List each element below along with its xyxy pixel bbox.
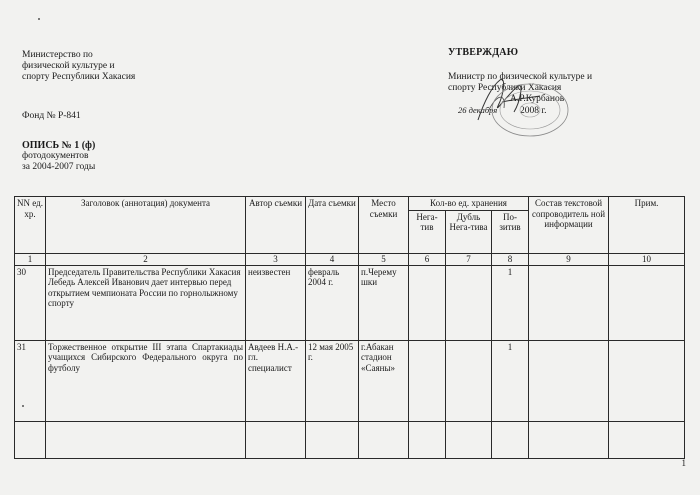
- cell-positive: 1: [492, 340, 529, 421]
- cell-duplicate: [446, 340, 492, 421]
- cell-composition: [529, 340, 609, 421]
- ministry-line: спорту Республики Хакасия: [22, 72, 136, 82]
- col-header-composition: Состав текстовой сопроводитель ной информации: [529, 197, 609, 254]
- cell-empty: [246, 421, 306, 458]
- col-header-nn: NN ед. хр.: [15, 197, 46, 254]
- cell-place: г.Абакан стадион «Саяны»: [359, 340, 409, 421]
- col-header-count-group: Кол-во ед. хранения: [409, 197, 529, 211]
- column-number: 2: [46, 253, 246, 265]
- table-header-row: [15, 197, 685, 211]
- cell-empty: [492, 421, 529, 458]
- column-number: 10: [609, 253, 685, 265]
- approval-year: 2008 г.: [519, 106, 547, 116]
- cell-place: п.Черему шки: [359, 265, 409, 340]
- cell-empty: [609, 421, 685, 458]
- column-number-row: [15, 253, 685, 265]
- column-number: 7: [446, 253, 492, 265]
- cell-empty: [409, 421, 446, 458]
- approval-signer: А.Р.Курбанов: [510, 94, 565, 104]
- column-number: 4: [306, 253, 359, 265]
- cell-empty: [359, 421, 409, 458]
- ministry-line: Министерство по: [22, 50, 93, 60]
- col-header-date: Дата съемки: [306, 197, 359, 254]
- approval-block: [448, 47, 592, 117]
- cell-empty: [46, 421, 246, 458]
- cell-date: февраль 2004 г.: [306, 265, 359, 340]
- col-header-duplicate: Дубль Нега-тива: [446, 210, 492, 253]
- cell-duplicate: [446, 265, 492, 340]
- inventory-period: за 2004-2007 годы: [22, 162, 96, 172]
- col-header-title: Заголовок (аннотация) документа: [46, 197, 246, 254]
- col-header-place: Место съемки: [359, 197, 409, 254]
- column-number: 1: [15, 253, 46, 265]
- cell-empty: [446, 421, 492, 458]
- approval-line: спорту Республики Хакасия: [448, 83, 562, 93]
- approval-line: Министр по физической культуре и: [448, 72, 593, 82]
- inventory-title: ОПИСЬ № 1 (ф): [22, 140, 96, 151]
- table-row-empty: [15, 421, 685, 458]
- col-header-note: Прим.: [609, 197, 685, 254]
- cell-nn: 31: [15, 340, 46, 421]
- cell-empty: [15, 421, 46, 458]
- fond-number: Фонд № Р-841: [22, 111, 81, 121]
- ministry-header: [22, 50, 135, 83]
- cell-title: Председатель Правительства Республики Хакасия Лебедь Алексей Иванович дает интервью перед открытием чемпионата России по горнолыжному спорту: [46, 265, 246, 340]
- column-number: 3: [246, 253, 306, 265]
- cell-date: 12 мая 2005 г.: [306, 340, 359, 421]
- approval-title: УТВЕРЖДАЮ: [448, 47, 519, 58]
- handwritten-date: 26 декабря: [458, 105, 498, 115]
- inventory-title-block: [22, 140, 95, 173]
- cell-positive: 1: [492, 265, 529, 340]
- column-number: 8: [492, 253, 529, 265]
- col-header-author: Автор съемки: [246, 197, 306, 254]
- table-row: [15, 340, 685, 421]
- cell-empty: [306, 421, 359, 458]
- cell-author: Авдеев Н.А.-гл. специалист: [246, 340, 306, 421]
- cell-note: [609, 265, 685, 340]
- scan-speck: [38, 18, 40, 20]
- ministry-line: физической культуре и: [22, 61, 115, 71]
- cell-note: [609, 340, 685, 421]
- column-number: 9: [529, 253, 609, 265]
- cell-composition: [529, 265, 609, 340]
- inventory-subtitle: фотодокументов: [22, 151, 89, 161]
- page-number: 1: [681, 458, 686, 468]
- cell-title: Торжественное открытие III этапа Спартакиады учащихся Сибирского Федерального округа по футболу: [46, 340, 246, 421]
- cell-author: неизвестен: [246, 265, 306, 340]
- inventory-table: [14, 196, 685, 459]
- col-header-negative: Нега-тив: [409, 210, 446, 253]
- cell-negative: [409, 340, 446, 421]
- scan-speck: [22, 405, 24, 407]
- cell-empty: [529, 421, 609, 458]
- cell-nn: 30: [15, 265, 46, 340]
- column-number: 5: [359, 253, 409, 265]
- column-number: 6: [409, 253, 446, 265]
- table-row: [15, 265, 685, 340]
- approval-date: [448, 105, 592, 117]
- cell-negative: [409, 265, 446, 340]
- col-header-positive: По-зитив: [492, 210, 529, 253]
